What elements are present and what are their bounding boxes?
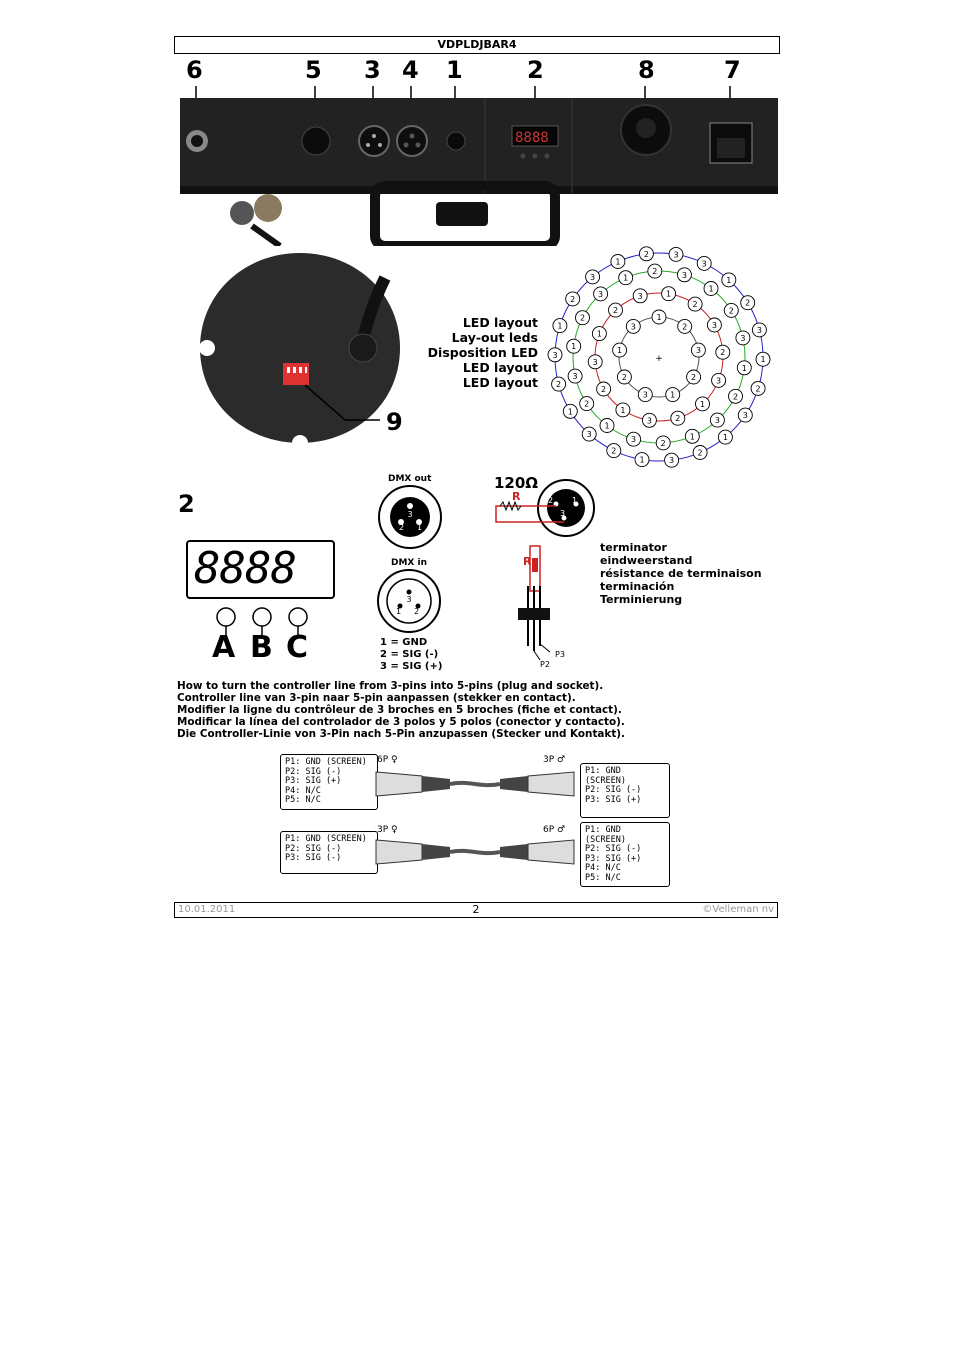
svg-text:1: 1 — [571, 342, 577, 352]
svg-text:3: 3 — [586, 430, 592, 440]
led-blue-14 — [552, 377, 566, 391]
callout-1: 1 — [446, 56, 463, 84]
callout-5: 5 — [305, 56, 322, 84]
svg-text:2: 2 — [601, 385, 607, 394]
svg-text:1: 1 — [656, 313, 662, 322]
svg-text:3: 3 — [740, 333, 746, 343]
dmx-out-connector — [377, 484, 443, 550]
cable2-right-pin: P4: N/C — [585, 863, 621, 873]
svg-text:1: 1 — [760, 355, 766, 365]
led-blue-5 — [751, 381, 765, 395]
pin-legend — [380, 637, 442, 673]
led-red-10 — [588, 355, 602, 369]
callout-3: 3 — [364, 56, 381, 84]
callout-6: 6 — [186, 56, 203, 84]
svg-text:2: 2 — [682, 322, 688, 332]
svg-text:1: 1 — [666, 289, 672, 299]
led-green-13 — [567, 339, 581, 353]
led-red-12 — [609, 303, 623, 317]
footer-copyright: ©Velleman nv — [702, 904, 774, 915]
cable1-left-pin: P3: SIG (+) — [285, 776, 342, 786]
terminator-label-fr: résistance de terminaison — [600, 567, 762, 580]
display-digits: 8888 — [194, 543, 296, 594]
svg-text:3: 3 — [646, 416, 652, 426]
rear-panel-photo — [180, 98, 778, 246]
led-center-mark: + — [655, 354, 663, 364]
cable1-left-pinout — [280, 754, 378, 810]
led-layout-label-nl: Lay-out leds — [451, 330, 538, 345]
callout-9: 9 — [386, 408, 403, 436]
svg-text:1: 1 — [396, 607, 402, 616]
svg-text:2: 2 — [579, 313, 586, 323]
svg-text:3: 3 — [572, 372, 578, 382]
cable2-right-pin: P2: SIG (-) — [585, 844, 642, 854]
cable2-left-pin: P1: GND (SCREEN) — [285, 834, 367, 844]
led-red-0 — [662, 287, 676, 301]
led-green-14 — [576, 311, 590, 325]
button-a[interactable]: A — [212, 630, 236, 665]
led-blue-15 — [548, 348, 562, 362]
instruction-de: Die Controller-Linie von 3-Pin nach 5-Pin anzupassen (Stecker und Kontakt). — [177, 728, 625, 740]
led-ring-diagram — [545, 245, 775, 470]
svg-text:1: 1 — [596, 329, 602, 339]
led-inner-0 — [652, 310, 666, 324]
svg-text:1: 1 — [689, 432, 695, 442]
led-blue-21 — [669, 247, 683, 261]
led-green-3 — [736, 331, 750, 345]
seven-segment-display — [186, 540, 335, 599]
cable1-right-pin: P2: SIG (-) — [585, 785, 642, 795]
led-green-11 — [580, 397, 594, 411]
svg-text:2: 2 — [720, 348, 726, 358]
led-blue-20 — [639, 247, 653, 261]
svg-text:2: 2 — [611, 446, 617, 456]
resistor-label-pins: R — [523, 555, 532, 568]
cable1-left-pin: P1: GND (SCREEN) — [285, 757, 367, 767]
led-blue-9 — [665, 453, 679, 467]
svg-text:2: 2 — [675, 414, 681, 424]
led-green-9 — [627, 432, 641, 446]
led-blue-13 — [563, 404, 577, 418]
button-b[interactable]: B — [250, 630, 273, 665]
callout-9-leader — [300, 380, 390, 430]
led-layout-label-fr: Disposition LED — [427, 345, 538, 360]
led-blue-7 — [718, 430, 732, 444]
resistor-label-top: R — [512, 490, 521, 503]
led-blue-3 — [752, 323, 766, 337]
svg-text:2: 2 — [548, 496, 554, 505]
svg-text:2: 2 — [556, 380, 562, 390]
section-2-number: 2 — [178, 490, 195, 518]
svg-text:2: 2 — [692, 300, 698, 310]
pin-legend-1: 1 = GND — [380, 637, 428, 648]
svg-text:3: 3 — [681, 270, 687, 280]
svg-text:3: 3 — [407, 510, 413, 519]
led-inner-2 — [691, 343, 705, 357]
svg-text:3: 3 — [701, 259, 707, 269]
cable1-left-pin: P2: SIG (-) — [285, 766, 342, 777]
svg-text:2: 2 — [745, 298, 751, 308]
svg-text:2: 2 — [691, 373, 697, 382]
svg-text:3: 3 — [590, 272, 596, 282]
cable1-right-pin: P1: GND (SCREEN) — [585, 766, 626, 786]
cable2-right-pin: P5: N/C — [585, 872, 621, 883]
instruction-es: Modificar la línea del controlador de 3 polos y 5 polos (conector y contacto). — [177, 716, 625, 728]
pin-p3-label: P3 — [555, 650, 565, 659]
led-red-2 — [707, 318, 721, 332]
led-green-10 — [600, 419, 614, 433]
svg-text:3: 3 — [631, 435, 637, 445]
led-inner-3 — [687, 370, 701, 384]
led-blue-16 — [553, 319, 567, 333]
led-inner-7 — [613, 343, 627, 357]
led-red-9 — [597, 382, 611, 396]
svg-text:1: 1 — [708, 284, 714, 294]
cable2-right-pin: P1: GND (SCREEN) — [585, 825, 626, 845]
cable2-right-tag: 6P ♂ — [543, 825, 566, 835]
svg-text:2: 2 — [643, 249, 649, 259]
led-layout-label-de: LED layout — [462, 375, 538, 390]
led-inner-8 — [626, 319, 640, 333]
cable1-left-tag: 6P ♀ — [377, 755, 398, 765]
cable2-left-pin: P2: SIG (-) — [285, 843, 342, 854]
cable1-right-pin: P3: SIG (+) — [585, 794, 642, 805]
conversion-instructions — [177, 680, 625, 740]
pin-p2-label: P2 — [540, 660, 550, 669]
led-blue-12 — [582, 427, 596, 441]
led-green-4 — [737, 361, 751, 375]
cable2-drawing — [370, 830, 580, 875]
led-blue-11 — [607, 444, 621, 458]
led-red-13 — [633, 289, 647, 303]
cable1-right-pinout — [580, 763, 670, 818]
svg-text:1: 1 — [572, 496, 578, 505]
led-layout-labels — [428, 315, 538, 390]
document-footer — [174, 902, 778, 918]
led-green-1 — [704, 282, 718, 296]
resistor-value: 120Ω — [494, 474, 539, 492]
led-blue-10 — [635, 453, 649, 467]
svg-text:2: 2 — [621, 373, 627, 382]
svg-text:1: 1 — [639, 455, 645, 465]
cable2-left-pinout — [280, 831, 378, 874]
svg-text:2: 2 — [399, 523, 405, 532]
led-blue-8 — [693, 446, 707, 460]
svg-text:3: 3 — [592, 357, 598, 367]
svg-text:3: 3 — [560, 509, 566, 518]
callout-7: 7 — [724, 56, 741, 84]
svg-text:3: 3 — [756, 325, 762, 335]
led-inner-5 — [638, 388, 652, 402]
led-green-12 — [568, 369, 582, 383]
pin-legend-3: 3 = SIG (+) — [380, 661, 443, 672]
button-c[interactable]: C — [286, 630, 309, 665]
led-inner-4 — [666, 388, 680, 402]
led-green-8 — [656, 436, 670, 450]
svg-text:3: 3 — [669, 456, 675, 466]
svg-text:3: 3 — [406, 595, 412, 604]
instruction-nl: Controller line van 3-pin naar 5-pin aanpassen (stekker en contact). — [177, 692, 576, 704]
terminator-labels — [600, 541, 762, 606]
led-blue-19 — [611, 255, 625, 269]
product-code: VDPLDJBAR4 — [437, 38, 517, 51]
instruction-en: How to turn the controller line from 3-pins into 5-pins (plug and socket). — [177, 680, 604, 692]
terminator-label-en: terminator — [600, 541, 667, 554]
document-header — [174, 36, 780, 54]
led-blue-17 — [566, 292, 580, 306]
svg-text:3: 3 — [642, 390, 648, 400]
svg-text:3: 3 — [695, 346, 701, 356]
svg-text:1: 1 — [699, 399, 706, 409]
terminator-diagram — [492, 476, 597, 666]
led-green-5 — [729, 389, 743, 403]
cable1-left-pin: P4: N/C — [285, 785, 321, 796]
led-layout-label-es: LED layout — [462, 360, 538, 375]
cable2-left-pin: P3: SIG (-) — [285, 853, 342, 863]
terminator-label-nl: eindweerstand — [600, 554, 693, 567]
svg-text:3: 3 — [742, 411, 748, 421]
led-red-6 — [671, 411, 685, 425]
svg-text:3: 3 — [711, 321, 717, 330]
led-green-7 — [685, 429, 699, 443]
cable1-drawing — [370, 762, 580, 807]
svg-text:1: 1 — [726, 275, 732, 285]
dmx-in-label: DMX in — [391, 558, 427, 568]
cable2-right-pinout — [580, 822, 670, 887]
led-layout-label-en: LED layout — [462, 315, 538, 330]
svg-text:2: 2 — [612, 306, 619, 316]
led-inner-6 — [617, 370, 631, 384]
led-red-3 — [716, 345, 730, 359]
svg-text:1: 1 — [617, 346, 623, 356]
svg-text:3: 3 — [714, 416, 720, 426]
led-red-11 — [592, 327, 606, 341]
svg-text:3: 3 — [552, 350, 558, 360]
svg-text:2: 2 — [755, 384, 761, 394]
led-blue-2 — [741, 296, 755, 310]
svg-text:1: 1 — [567, 407, 573, 417]
led-blue-18 — [586, 270, 600, 284]
svg-text:3: 3 — [598, 289, 604, 299]
svg-text:2: 2 — [584, 399, 590, 409]
led-blue-0 — [697, 256, 711, 270]
led-red-5 — [696, 397, 710, 411]
cable1-right-tag: 3P ♂ — [543, 755, 566, 765]
footer-date: 10.01.2011 — [178, 904, 236, 915]
svg-text:3: 3 — [630, 322, 636, 332]
led-red-7 — [642, 413, 656, 427]
led-green-6 — [710, 413, 724, 427]
svg-text:1: 1 — [417, 523, 423, 532]
led-blue-1 — [722, 273, 736, 287]
footer-page-number: 2 — [472, 903, 480, 916]
svg-text:1: 1 — [615, 257, 621, 267]
svg-text:1: 1 — [620, 405, 626, 415]
svg-text:1: 1 — [741, 363, 747, 373]
cable1-left-pin: P5: N/C — [285, 795, 321, 805]
svg-text:2: 2 — [660, 438, 666, 448]
svg-text:2: 2 — [414, 607, 420, 616]
led-green-16 — [619, 271, 633, 285]
callout-2: 2 — [527, 56, 544, 84]
cable2-left-tag: 3P ♀ — [377, 825, 398, 835]
led-green-17 — [648, 264, 662, 278]
svg-text:1: 1 — [722, 433, 728, 443]
led-red-8 — [616, 403, 630, 417]
terminator-label-de: Terminierung — [600, 593, 683, 606]
callout-8: 8 — [638, 56, 655, 84]
svg-text:2: 2 — [570, 294, 576, 304]
cable2-right-pin: P3: SIG (+) — [585, 853, 642, 864]
rear-panel-drawing — [180, 98, 778, 246]
svg-text:1: 1 — [557, 321, 563, 331]
svg-text:3: 3 — [637, 291, 643, 301]
svg-text:2: 2 — [652, 267, 658, 277]
svg-text:2: 2 — [732, 392, 739, 402]
svg-text:1: 1 — [623, 273, 629, 283]
svg-text:3: 3 — [716, 376, 722, 386]
led-red-1 — [688, 297, 702, 311]
svg-text:3: 3 — [673, 250, 679, 260]
led-blue-6 — [738, 408, 752, 422]
led-inner-1 — [678, 319, 692, 333]
svg-text:2: 2 — [728, 306, 734, 316]
led-green-0 — [677, 268, 691, 282]
svg-text:1: 1 — [604, 421, 610, 431]
dmx-in-connector — [376, 568, 442, 634]
instruction-fr: Modifier la ligne du contrôleur de 3 broches en 5 broches (fiche et contact). — [177, 704, 622, 716]
svg-text:2: 2 — [697, 448, 703, 458]
terminator-label-es: terminación — [600, 580, 675, 593]
led-green-2 — [724, 303, 738, 317]
svg-text:1: 1 — [670, 390, 676, 400]
led-red-4 — [712, 373, 726, 387]
svg-text:8888: 8888 — [515, 130, 549, 146]
led-green-15 — [594, 287, 608, 301]
dmx-out-label: DMX out — [388, 474, 432, 484]
pin-legend-2: 2 = SIG (-) — [380, 649, 439, 660]
callout-4: 4 — [402, 56, 419, 84]
led-blue-4 — [756, 352, 770, 366]
